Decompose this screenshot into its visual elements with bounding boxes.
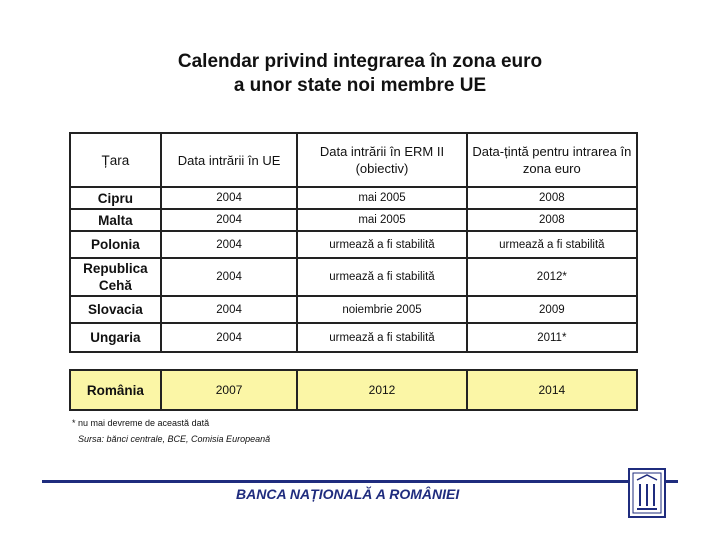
- source-note: Sursa: bănci centrale, BCE, Comisia Europeană: [78, 434, 271, 444]
- eu-entry-cell: 2004: [161, 187, 297, 209]
- eu-entry-cell: 2004: [161, 258, 297, 296]
- erm-entry-cell: noiembrie 2005: [297, 296, 466, 323]
- table-row: [70, 258, 637, 296]
- eu-entry-cell: 2004: [161, 209, 297, 231]
- country-cell: Cipru: [70, 187, 161, 209]
- country-cell: Malta: [70, 209, 161, 231]
- euro-target-cell: 2009: [467, 296, 637, 323]
- table-row: [70, 296, 637, 323]
- footer-divider: [42, 480, 678, 483]
- header-euro-target: Data-țintă pentru intrarea în zona euro: [467, 133, 637, 187]
- country-cell: Republica Cehă: [70, 258, 161, 296]
- header-erm-entry: Data intrării în ERM II (obiectiv): [297, 133, 466, 187]
- romania-row: [70, 370, 637, 410]
- eu-entry-cell: 2004: [161, 296, 297, 323]
- bnr-logo-icon: [628, 468, 666, 518]
- euro-target-cell: 2008: [467, 187, 637, 209]
- eu-entry-cell: 2004: [161, 323, 297, 352]
- euro-target-cell: 2008: [467, 209, 637, 231]
- page-title: [0, 50, 720, 98]
- table-row: [70, 323, 637, 352]
- table-header-row: [70, 133, 637, 187]
- erm-entry-cell: urmează a fi stabilită: [297, 231, 466, 258]
- erm-entry-cell: mai 2005: [297, 209, 466, 231]
- table-row: [70, 209, 637, 231]
- euro-target-cell: 2012*: [467, 258, 637, 296]
- country-cell: Polonia: [70, 231, 161, 258]
- title-line-2: a unor state noi membre UE: [233, 75, 487, 96]
- euro-target-cell: urmează a fi stabilită: [467, 231, 637, 258]
- erm-entry-cell: urmează a fi stabilită: [297, 323, 466, 352]
- header-country: Țara: [70, 133, 161, 187]
- romania-eu-entry-cell: 2007: [161, 370, 297, 410]
- euro-target-cell: 2011*: [467, 323, 637, 352]
- country-cell: Slovacia: [70, 296, 161, 323]
- eu-entry-cell: 2004: [161, 231, 297, 258]
- bank-name: BANCA NAȚIONALĂ A ROMÂNIEI: [236, 486, 460, 502]
- erm-entry-cell: urmează a fi stabilită: [297, 258, 466, 296]
- integration-calendar-table: [69, 132, 638, 353]
- romania-country-cell: România: [70, 370, 161, 410]
- country-cell: Ungaria: [70, 323, 161, 352]
- title-line-1: Calendar privind integrarea în zona euro: [177, 51, 543, 72]
- table-row: [70, 187, 637, 209]
- romania-table: [69, 369, 638, 411]
- romania-erm-entry-cell: 2012: [297, 370, 466, 410]
- table-row: [70, 231, 637, 258]
- header-eu-entry: Data intrării în UE: [161, 133, 297, 187]
- footnote: * nu mai devreme de această dată: [72, 418, 210, 428]
- erm-entry-cell: mai 2005: [297, 187, 466, 209]
- romania-euro-target-cell: 2014: [467, 370, 637, 410]
